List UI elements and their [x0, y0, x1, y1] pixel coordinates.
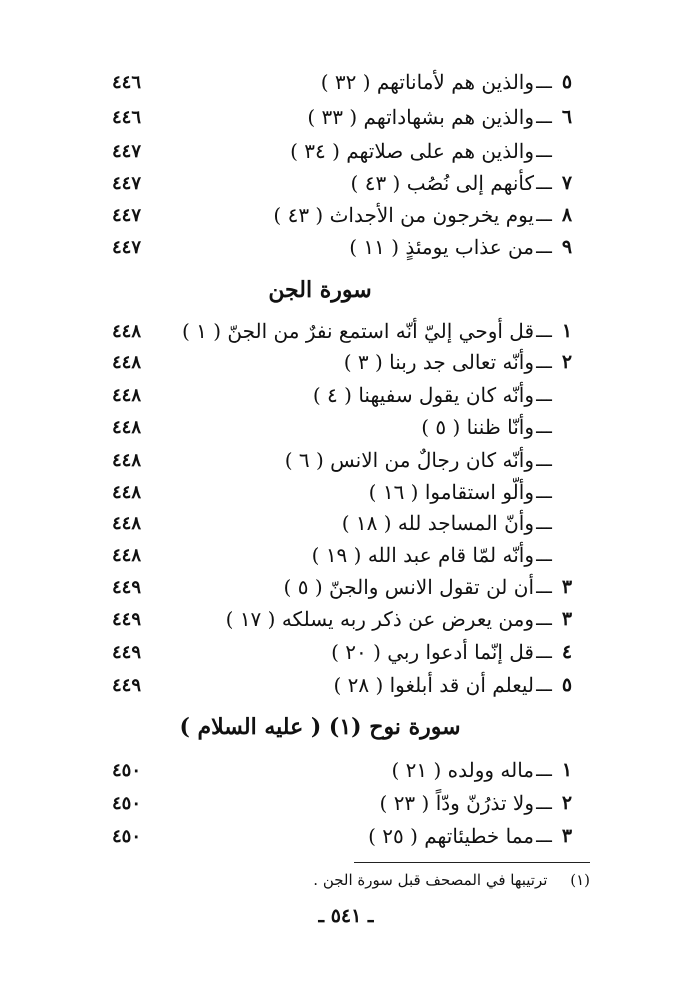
- entry-text: ليعلم أن قد أبلغوا ( ٢٨ ): [333, 673, 534, 697]
- entry-text: وأنّه كان رجالٌ من الانس ( ٦ ): [284, 448, 534, 472]
- index-entry: [60, 477, 580, 507]
- entry-dash: ـــ: [536, 544, 552, 566]
- entry-page: ٤٤٧: [112, 172, 142, 194]
- entry-text: والذين هم بشهاداتهم ( ٣٣ ): [307, 105, 534, 129]
- entry-page: ٤٤٩: [112, 576, 142, 598]
- entry-page: ٤٤٨: [112, 416, 142, 438]
- section-title: سورة نوح (١) ( عليه السلام ): [179, 714, 461, 740]
- entry-number: ١: [561, 759, 573, 781]
- entry-page: ٤٤٩: [112, 608, 142, 630]
- entry-page: ٤٤٧: [112, 236, 142, 258]
- index-entry: [60, 102, 580, 132]
- entry-dash: ـــ: [536, 320, 552, 342]
- entry-dash: ـــ: [536, 416, 552, 438]
- entry-dash: ـــ: [536, 71, 552, 93]
- entry-text: كأنهم إلى نُصُب ( ٤٣ ): [350, 171, 534, 195]
- entry-number: ٤: [561, 641, 573, 663]
- index-entry: [60, 347, 580, 377]
- entry-dash: ـــ: [536, 236, 552, 258]
- entry-dash: ـــ: [536, 481, 552, 503]
- entry-text: والذين هم لأماناتهم ( ٣٢ ): [320, 70, 534, 94]
- entry-text: والذين هم على صلاتهم ( ٣٤ ): [290, 139, 534, 163]
- entry-number: ٦: [561, 106, 573, 128]
- entry-page: ٤٤٨: [112, 449, 142, 471]
- entry-number: ١: [561, 320, 573, 342]
- entry-text: وأنّ المساجد لله ( ١٨ ): [341, 511, 534, 535]
- entry-page: ٤٤٩: [112, 674, 142, 696]
- entry-page: ٤٤٦: [112, 71, 142, 93]
- entry-number: ٣: [561, 825, 573, 847]
- entry-page: ٤٤٧: [112, 140, 142, 162]
- entry-page: ٤٤٨: [112, 384, 142, 406]
- footnote: [290, 871, 590, 889]
- entry-number: ٨: [561, 204, 573, 226]
- entry-page: ٤٤٨: [112, 320, 142, 342]
- entry-page: ٤٤٦: [112, 106, 142, 128]
- entry-dash: ـــ: [536, 204, 552, 226]
- index-entry: [60, 604, 580, 634]
- entry-page: ٤٥٠: [112, 759, 142, 781]
- entry-dash: ـــ: [536, 608, 552, 630]
- page-number: ـ ٥٤١ ـ: [318, 905, 374, 927]
- entry-dash: ـــ: [536, 792, 552, 814]
- index-entry: [60, 232, 580, 262]
- index-entry: [60, 380, 580, 410]
- entry-text: ومن يعرض عن ذكر ربه يسلكه ( ١٧ ): [225, 607, 534, 631]
- entry-text: أن لن تقول الانس والجنّ ( ٥ ): [283, 575, 534, 599]
- entry-dash: ـــ: [536, 641, 552, 663]
- entry-text: وأنّا ظننا ( ٥ ): [421, 415, 534, 439]
- entry-number: ٥: [561, 71, 573, 93]
- index-entry: [60, 136, 580, 166]
- entry-page: ٤٤٨: [112, 351, 142, 373]
- entry-dash: ـــ: [536, 449, 552, 471]
- index-entry: [60, 508, 580, 538]
- entry-text: وألّو استقاموا ( ١٦ ): [368, 480, 534, 504]
- entry-page: ٤٤٨: [112, 512, 142, 534]
- entry-dash: ـــ: [536, 172, 552, 194]
- entry-dash: ـــ: [536, 512, 552, 534]
- entry-number: ٢: [561, 351, 573, 373]
- entry-text: وأنّه تعالى جد ربنا ( ٣ ): [343, 350, 534, 374]
- entry-text: وأنّه كان يقول سفيهنا ( ٤ ): [312, 383, 534, 407]
- entry-page: ٤٤٧: [112, 204, 142, 226]
- footnote-mark: (١): [570, 871, 590, 889]
- entry-dash: ـــ: [536, 140, 552, 162]
- index-entry: [60, 316, 580, 346]
- entry-dash: ـــ: [536, 759, 552, 781]
- entry-number: ٣: [561, 608, 573, 630]
- index-entry: [60, 67, 580, 97]
- entry-text: وأنّه لمّا قام عبد الله ( ١٩ ): [311, 543, 534, 567]
- entry-page: ٤٥٠: [112, 825, 142, 847]
- entry-number: ٢: [561, 792, 573, 814]
- entry-text: يوم يخرجون من الأجداث ( ٤٣ ): [273, 203, 534, 227]
- entry-dash: ـــ: [536, 351, 552, 373]
- entry-dash: ـــ: [536, 825, 552, 847]
- entry-dash: ـــ: [536, 384, 552, 406]
- index-entry: [60, 412, 580, 442]
- index-entry: [60, 755, 580, 785]
- entry-text: ولا تذرُنّ ودّاً ( ٢٣ ): [379, 791, 534, 815]
- entry-page: ٤٤٨: [112, 481, 142, 503]
- entry-page: ٤٥٠: [112, 792, 142, 814]
- entry-page: ٤٤٩: [112, 641, 142, 663]
- entry-dash: ـــ: [536, 576, 552, 598]
- entry-number: ٧: [561, 172, 573, 194]
- entry-dash: ـــ: [536, 106, 552, 128]
- entry-text: من عذاب يومئذٍ ( ١١ ): [349, 235, 534, 259]
- index-entry: [60, 168, 580, 198]
- index-entry: [60, 670, 580, 700]
- footnote-text: ترتيبها في المصحف قبل سورة الجن .: [313, 871, 548, 889]
- entry-page: ٤٤٨: [112, 544, 142, 566]
- entry-number: ٩: [561, 236, 573, 258]
- index-entry: [60, 637, 580, 667]
- index-entry: [60, 788, 580, 818]
- entry-text: قل أوحي إليّ أنّه استمع نفرٌ من الجنّ ( ١ ): [181, 319, 534, 343]
- entry-text: قل إنّما أدعوا ربي ( ٢٠ ): [331, 640, 534, 664]
- entry-dash: ـــ: [536, 674, 552, 696]
- entry-text: مما خطيئاتهم ( ٢٥ ): [368, 824, 534, 848]
- index-entry: [60, 200, 580, 230]
- entry-number: ٣: [561, 576, 573, 598]
- footnote-rule: [354, 862, 590, 863]
- index-entry: [60, 821, 580, 851]
- index-entry: [60, 540, 580, 570]
- index-entry: [60, 572, 580, 602]
- index-entry: [60, 445, 580, 475]
- entry-number: ٥: [561, 674, 573, 696]
- entry-text: ماله وولده ( ٢١ ): [391, 758, 534, 782]
- section-title: سورة الجن: [268, 277, 372, 303]
